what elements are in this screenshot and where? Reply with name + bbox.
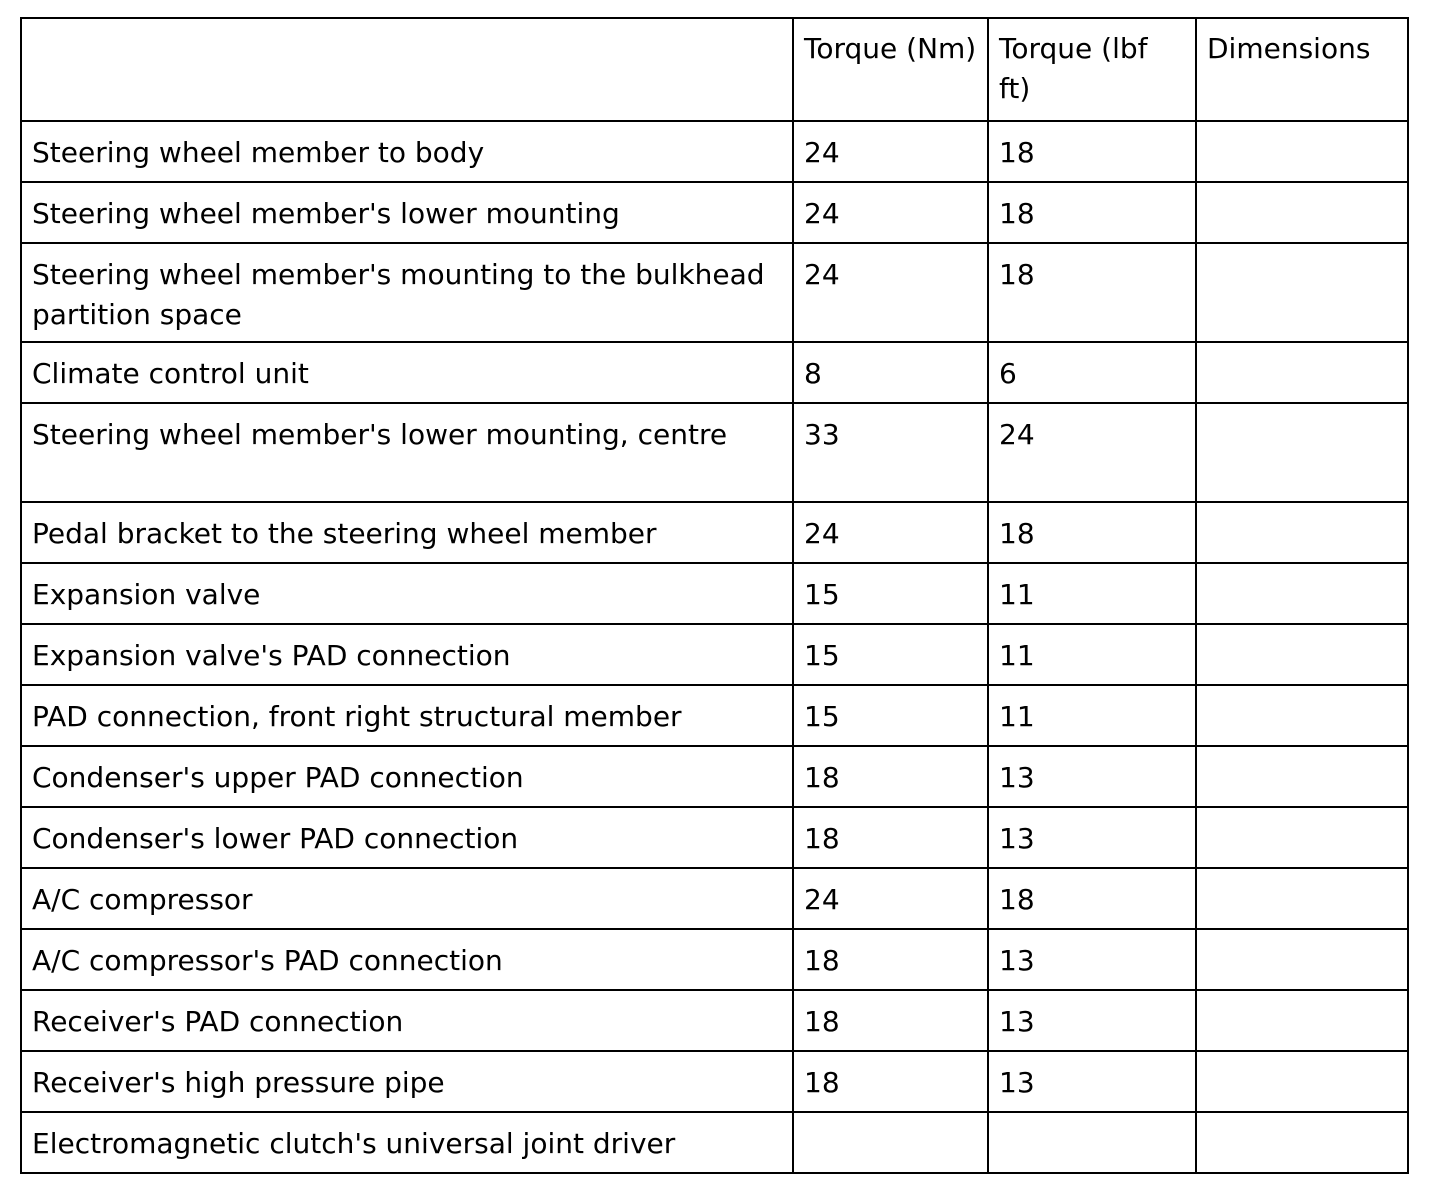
cell-torque-lbf: 13 <box>988 990 1196 1051</box>
cell-torque-nm: 24 <box>793 502 988 563</box>
cell-torque-lbf: 13 <box>988 1051 1196 1112</box>
table-row <box>21 990 1408 1051</box>
header-torque-nm: Torque (Nm) <box>793 18 988 121</box>
cell-dimensions <box>1196 746 1408 807</box>
cell-description: A/C compressor's PAD connection <box>21 929 793 990</box>
table-row <box>21 1112 1408 1173</box>
cell-dimensions <box>1196 685 1408 746</box>
table-row <box>21 243 1408 342</box>
header-description <box>21 18 793 121</box>
table-row <box>21 502 1408 563</box>
cell-torque-lbf: 11 <box>988 563 1196 624</box>
cell-torque-nm <box>793 1112 988 1173</box>
cell-description: Receiver's high pressure pipe <box>21 1051 793 1112</box>
cell-description: Electromagnetic clutch's universal joint driver <box>21 1112 793 1173</box>
cell-torque-lbf <box>988 1112 1196 1173</box>
cell-torque-nm: 18 <box>793 807 988 868</box>
cell-description: Pedal bracket to the steering wheel member <box>21 502 793 563</box>
cell-torque-lbf: 18 <box>988 243 1196 342</box>
cell-torque-lbf: 18 <box>988 121 1196 182</box>
cell-description: Climate control unit <box>21 342 793 403</box>
cell-torque-lbf: 11 <box>988 685 1196 746</box>
cell-dimensions <box>1196 243 1408 342</box>
cell-dimensions <box>1196 1051 1408 1112</box>
cell-torque-lbf: 24 <box>988 403 1196 502</box>
cell-torque-nm: 15 <box>793 563 988 624</box>
table-row <box>21 624 1408 685</box>
cell-description: Condenser's lower PAD connection <box>21 807 793 868</box>
table-row <box>21 685 1408 746</box>
cell-torque-nm: 24 <box>793 243 988 342</box>
cell-torque-nm: 18 <box>793 746 988 807</box>
cell-torque-lbf: 18 <box>988 182 1196 243</box>
cell-torque-lbf: 6 <box>988 342 1196 403</box>
cell-dimensions <box>1196 1112 1408 1173</box>
cell-torque-nm: 8 <box>793 342 988 403</box>
cell-dimensions <box>1196 182 1408 243</box>
cell-description: Condenser's upper PAD connection <box>21 746 793 807</box>
header-dimensions: Dimensions <box>1196 18 1408 121</box>
cell-torque-lbf: 11 <box>988 624 1196 685</box>
cell-dimensions <box>1196 807 1408 868</box>
table-row <box>21 403 1408 502</box>
cell-description: Steering wheel member's lower mounting, centre <box>21 403 793 502</box>
table-row <box>21 746 1408 807</box>
cell-torque-nm: 24 <box>793 182 988 243</box>
table-row <box>21 868 1408 929</box>
table-row <box>21 1051 1408 1112</box>
table-row <box>21 563 1408 624</box>
cell-torque-nm: 24 <box>793 868 988 929</box>
cell-torque-lbf: 18 <box>988 502 1196 563</box>
cell-torque-lbf: 13 <box>988 746 1196 807</box>
cell-dimensions <box>1196 403 1408 502</box>
cell-torque-nm: 18 <box>793 990 988 1051</box>
cell-torque-nm: 15 <box>793 624 988 685</box>
cell-torque-nm: 18 <box>793 929 988 990</box>
cell-description: PAD connection, front right structural member <box>21 685 793 746</box>
cell-description: Expansion valve <box>21 563 793 624</box>
table-row <box>21 121 1408 182</box>
cell-dimensions <box>1196 868 1408 929</box>
cell-dimensions <box>1196 502 1408 563</box>
table-row <box>21 342 1408 403</box>
cell-description: Steering wheel member's mounting to the bulkhead partition space <box>21 243 793 342</box>
cell-dimensions <box>1196 929 1408 990</box>
cell-dimensions <box>1196 121 1408 182</box>
table-row <box>21 807 1408 868</box>
table-row <box>21 182 1408 243</box>
cell-dimensions <box>1196 342 1408 403</box>
torque-spec-table <box>20 17 1409 1174</box>
cell-torque-lbf: 18 <box>988 868 1196 929</box>
cell-dimensions <box>1196 624 1408 685</box>
cell-dimensions <box>1196 563 1408 624</box>
cell-description: Receiver's PAD connection <box>21 990 793 1051</box>
cell-torque-nm: 15 <box>793 685 988 746</box>
table-row <box>21 929 1408 990</box>
cell-description: Expansion valve's PAD connection <box>21 624 793 685</box>
cell-torque-nm: 33 <box>793 403 988 502</box>
cell-torque-lbf: 13 <box>988 807 1196 868</box>
cell-description: Steering wheel member's lower mounting <box>21 182 793 243</box>
cell-description: Steering wheel member to body <box>21 121 793 182</box>
cell-torque-nm: 18 <box>793 1051 988 1112</box>
header-torque-lbf: Torque (lbf ft) <box>988 18 1196 121</box>
cell-torque-nm: 24 <box>793 121 988 182</box>
cell-torque-lbf: 13 <box>988 929 1196 990</box>
cell-description: A/C compressor <box>21 868 793 929</box>
table-header-row <box>21 18 1408 121</box>
cell-dimensions <box>1196 990 1408 1051</box>
